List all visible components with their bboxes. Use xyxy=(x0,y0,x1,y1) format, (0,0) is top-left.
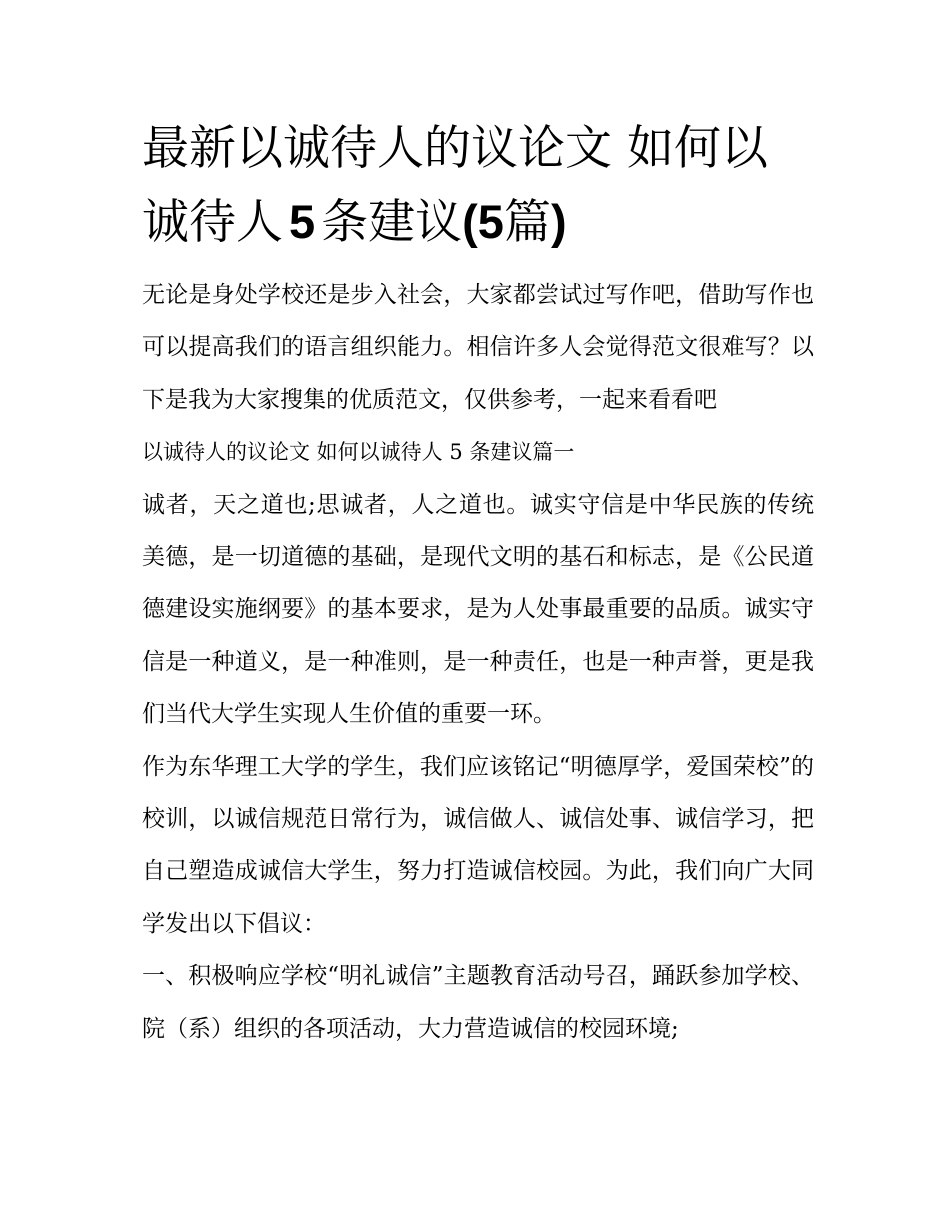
document-page xyxy=(142,112,814,1055)
section-heading: 以诚待人的议论文 如何以诚待人 5 条建议篇一 xyxy=(142,440,575,465)
document-title xyxy=(142,112,814,259)
intro-paragraph: 无论是身处学校还是步入社会，大家都尝试过写作吧，借助写作也可以提高我们的语言组织能力。相信许多人会觉得范文很难写？以下是我为大家搜集的优质范文，仅供参考，一起来看看吧 xyxy=(142,282,814,413)
title-line-2-part-a: 诚待人 xyxy=(142,195,283,250)
title-close-paren: ) xyxy=(550,195,567,248)
title-count: (5 xyxy=(462,195,504,248)
title-line-2-part-c: 条建议 xyxy=(321,195,463,250)
body-paragraph-2: 作为东华理工大学的学生，我们应该铭记“明德厚学，爱国荣校”的校训，以诚信规范日常行为，诚信做人、诚信处事、诚信学习，把自己塑造成诚信大学生，努力打造诚信校园。为此，我们向广大同学发出以下倡议： xyxy=(142,753,814,937)
title-line-2-part-e: 篇 xyxy=(503,195,551,250)
title-number: 5 xyxy=(289,195,316,248)
title-line-1: 最新以诚待人的议论文 如何以 xyxy=(142,121,768,176)
body-paragraph-1: 诚者，天之道也;思诚者，人之道也。诚实守信是中华民族的传统美德，是一切道德的基础，是现代文明的基石和标志，是《公民道德建设实施纲要》的基本要求，是为人处事最重要的品质。诚实守信是一种道义，是一种准则，是一种责任，也是一种声誉，更是我们当代大学生实现人生价值的重要一环。 xyxy=(142,491,814,728)
body-paragraph-3: 一、积极响应学校“明礼诚信”主题教育活动号召，踊跃参加学校、院（系）组织的各项活动，大力营造诚信的校园环境; xyxy=(142,963,814,1042)
